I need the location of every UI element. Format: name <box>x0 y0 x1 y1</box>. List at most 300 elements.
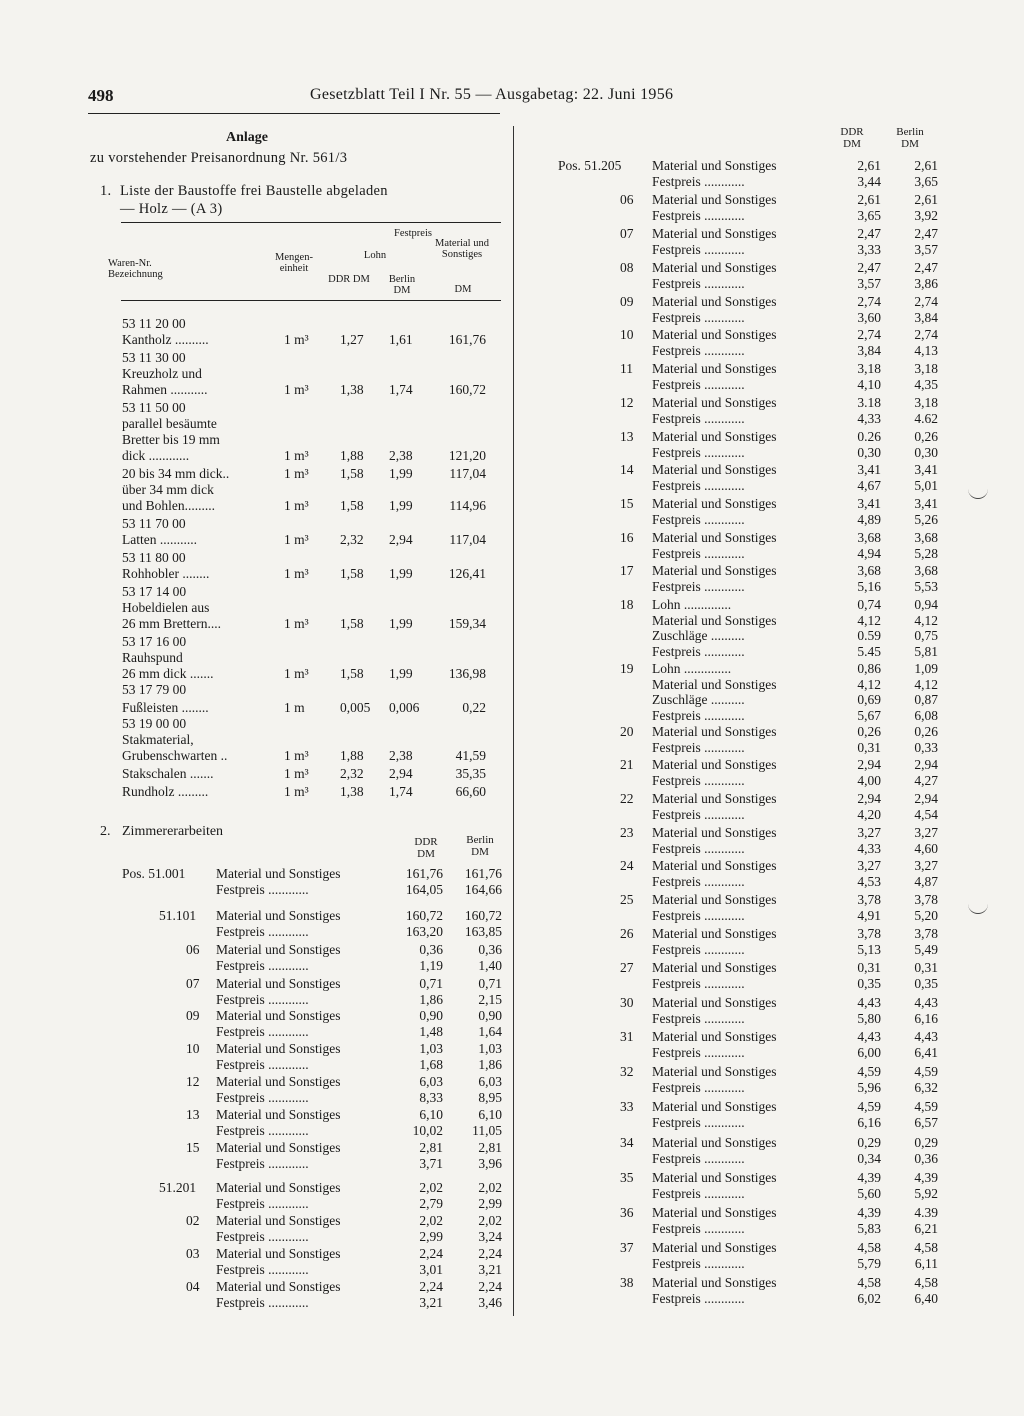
unit-cell: 1 m³ <box>284 532 309 547</box>
festpreis-ddr-value: 3,21 <box>419 1295 443 1310</box>
unit-cell: 1 m³ <box>284 332 309 347</box>
position-material-row <box>530 858 950 874</box>
position-festpreis-row <box>530 242 950 258</box>
position-festpreis-row <box>530 708 950 724</box>
lohn-ddr-cell: 1,58 <box>340 566 364 581</box>
item-text: Stakschalen ....... <box>122 766 214 781</box>
material-label: Material und Sonstiges <box>652 327 777 342</box>
lohn-ddr-cell: 1,27 <box>340 332 364 347</box>
festpreis-label: Festpreis ............ <box>652 772 745 788</box>
position-material-row <box>88 1074 508 1090</box>
position-number: 36 <box>620 1205 634 1220</box>
material-ddr-value: 3.18 <box>857 395 881 410</box>
material-label: Material und Sonstiges <box>652 825 777 840</box>
material-dm-cell: 161,76 <box>448 332 486 347</box>
material-ddr-value: 3,78 <box>857 892 881 907</box>
festpreis-ddr-value: 1,86 <box>419 992 443 1007</box>
material-berlin-value: 0,26 <box>914 724 938 739</box>
item-text: 53 11 20 00 <box>122 316 186 331</box>
table-row <box>88 432 508 448</box>
festpreis-berlin-value: 5,49 <box>914 941 938 957</box>
zuschlaege-label: Zuschläge .......... <box>652 628 745 643</box>
anlage-title: Anlage <box>226 130 268 145</box>
position-festpreis-row <box>88 1262 508 1278</box>
festpreis-ddr-value: 4,94 <box>857 545 881 561</box>
festpreis-ddr-value: 5,13 <box>857 941 881 957</box>
festpreis-berlin-value: 3,57 <box>914 241 938 257</box>
lohn-berlin-cell: 1,99 <box>389 566 413 581</box>
position-material-row <box>88 942 508 958</box>
position-material-row <box>530 395 950 411</box>
position-zuschlaege-row <box>530 692 950 708</box>
position-festpreis-row <box>530 976 950 992</box>
festpreis-label: Festpreis ............ <box>216 1090 309 1105</box>
material-ddr-value: 3,18 <box>857 361 881 376</box>
material-label: Material und Sonstiges <box>652 530 777 545</box>
festpreis-berlin-value: 0,36 <box>914 1150 938 1166</box>
table-row <box>88 784 508 800</box>
festpreis-berlin-value: 2,99 <box>478 1196 502 1211</box>
position-number: 04 <box>186 1279 200 1294</box>
table-row <box>88 400 508 416</box>
position-number: 17 <box>620 563 634 578</box>
festpreis-berlin-value: 3,24 <box>478 1229 502 1244</box>
festpreis-ddr-value: 0,35 <box>857 975 881 991</box>
material-ddr-value: 0,29 <box>857 1135 881 1150</box>
festpreis-berlin-value: 3,84 <box>914 309 938 325</box>
position-material-row <box>530 1275 950 1291</box>
festpreis-berlin-value: 6,11 <box>914 1255 938 1271</box>
festpreis-berlin-value: 4,35 <box>914 376 938 392</box>
material-label: Material und Sonstiges <box>652 724 777 739</box>
festpreis-berlin-value: 6,21 <box>914 1220 938 1236</box>
material-berlin-value: 0,71 <box>478 976 502 991</box>
table-row <box>88 584 508 600</box>
material-ddr-value: 3,78 <box>857 926 881 941</box>
lohn-berlin-cell: 2,94 <box>389 532 413 547</box>
material-ddr-value: 4,39 <box>857 1205 881 1220</box>
item-text: 20 bis 34 mm dick.. <box>122 466 230 481</box>
lohn-label: Lohn .............. <box>652 597 732 612</box>
material-label: Material und Sonstiges <box>216 1246 341 1261</box>
material-berlin-value: 2,02 <box>478 1180 502 1195</box>
position-number: 10 <box>186 1041 200 1056</box>
position-number: 10 <box>620 327 634 342</box>
festpreis-berlin-value: 4,13 <box>914 342 938 358</box>
material-ddr-value: 1,03 <box>419 1041 443 1056</box>
material-dm-cell: 114,96 <box>449 498 486 513</box>
festpreis-ddr-value: 10,02 <box>412 1123 443 1138</box>
lohn-ddr-cell: 1,58 <box>340 466 364 481</box>
festpreis-label: Festpreis ............ <box>652 1150 745 1166</box>
page-number: 498 <box>88 86 114 105</box>
material-berlin-value: 3,27 <box>914 825 938 840</box>
festpreis-berlin-value: 0,33 <box>914 739 938 755</box>
position-material-row <box>530 496 950 512</box>
position-material-row <box>530 1205 950 1221</box>
position-festpreis-row <box>530 478 950 494</box>
material-ddr-value: 0,90 <box>419 1008 443 1023</box>
position-festpreis-row <box>530 276 950 292</box>
item-text: 53 17 16 00 <box>122 634 187 649</box>
position-material-row <box>530 960 950 976</box>
material-berlin-value: 2,02 <box>478 1213 502 1228</box>
material-ddr-value: 4,43 <box>857 995 881 1010</box>
position-number: 20 <box>620 724 634 739</box>
festpreis-berlin-value: 2,15 <box>478 992 502 1007</box>
header-berlin-dm: Berlin DM <box>388 274 416 296</box>
lohn-berlin-cell: 1,99 <box>389 666 413 681</box>
position-festpreis-row <box>530 512 950 528</box>
material-berlin-value: 3,41 <box>914 496 938 511</box>
item-text: 53 11 30 00 <box>122 350 186 365</box>
unit-cell: 1 m³ <box>284 498 309 513</box>
position-festpreis-row <box>88 1229 508 1245</box>
material-ddr-value: 160,72 <box>405 908 443 923</box>
lohn-berlin-cell: 1,74 <box>389 784 413 799</box>
position-number: 12 <box>186 1074 200 1089</box>
position-material-row <box>530 926 950 942</box>
festpreis-label: Festpreis ............ <box>652 739 745 755</box>
lohn-ddr-value: 0,74 <box>857 597 881 612</box>
margin-mark <box>968 488 988 499</box>
table-row <box>88 416 508 432</box>
material-berlin-value: 6,10 <box>478 1107 502 1122</box>
material-ddr-value: 2,74 <box>857 327 881 342</box>
table-row <box>88 350 508 366</box>
anlage-subtitle: zu vorstehender Preisanordnung Nr. 561/3 <box>90 150 348 166</box>
festpreis-ddr-value: 4,10 <box>857 376 881 392</box>
material-ddr-value: 161,76 <box>405 866 443 881</box>
material-ddr-value: 3,41 <box>857 496 881 511</box>
position-number: 06 <box>186 942 200 957</box>
position-material-row <box>88 1008 508 1024</box>
lohn-berlin-cell: 1,61 <box>389 332 413 347</box>
festpreis-ddr-value: 3,71 <box>419 1156 443 1171</box>
lohn-ddr-cell: 1,58 <box>340 498 364 513</box>
position-number: 34 <box>620 1135 634 1150</box>
position-festpreis-row <box>530 908 950 924</box>
material-label: Material und Sonstiges <box>652 1240 777 1255</box>
material-label: Material und Sonstiges <box>216 1041 341 1056</box>
position-material-row <box>88 1246 508 1262</box>
material-label: Material und Sonstiges <box>652 1275 777 1290</box>
material-berlin-value: 4,43 <box>914 1029 938 1044</box>
lohn-berlin-cell: 1,99 <box>389 498 413 513</box>
position-material-row <box>530 677 950 693</box>
festpreis-label: Festpreis ............ <box>216 1057 309 1072</box>
position-festpreis-row <box>88 924 508 940</box>
material-berlin-value: 0,90 <box>478 1008 502 1023</box>
festpreis-label: Festpreis ............ <box>652 309 745 325</box>
position-number: 32 <box>620 1064 634 1079</box>
festpreis-ddr-value: 5,80 <box>857 1010 881 1026</box>
table-row <box>88 332 508 348</box>
festpreis-ddr-value: 4,00 <box>857 772 881 788</box>
position-material-row <box>530 791 950 807</box>
material-dm-cell: 160,72 <box>448 382 486 397</box>
lohn-ddr-cell: 2,32 <box>340 532 364 547</box>
table-row <box>88 666 508 682</box>
lohn-berlin-cell: 2,38 <box>389 448 413 463</box>
position-festpreis-row <box>88 1057 508 1073</box>
table-header-rule <box>121 300 501 301</box>
festpreis-berlin-value: 1,64 <box>478 1024 502 1039</box>
festpreis-ddr-value: 4,89 <box>857 511 881 527</box>
position-number: 12 <box>620 395 634 410</box>
position-festpreis-row <box>88 1295 508 1311</box>
material-label: Material und Sonstiges <box>652 1135 777 1150</box>
material-dm-cell: 126,41 <box>448 566 486 581</box>
position-festpreis-row <box>530 807 950 823</box>
item-text: Fußleisten ........ <box>122 700 209 715</box>
festpreis-ddr-value: 3,57 <box>857 275 881 291</box>
festpreis-ddr-value: 4,67 <box>857 477 881 493</box>
position-material-row <box>88 1213 508 1229</box>
section1-title-line2: — Holz — (A 3) <box>120 201 223 217</box>
festpreis-ddr-value: 4,91 <box>857 907 881 923</box>
festpreis-label: Festpreis ............ <box>652 1185 745 1201</box>
lohn-ddr-cell: 1,88 <box>340 448 364 463</box>
material-ddr-value: 4,12 <box>857 612 881 628</box>
position-number: 03 <box>186 1246 200 1261</box>
unit-cell: 1 m³ <box>284 784 309 799</box>
festpreis-label: Festpreis ............ <box>652 907 745 923</box>
unit-cell: 1 m³ <box>284 748 309 763</box>
material-berlin-value: 161,76 <box>464 866 502 881</box>
position-number: 38 <box>620 1275 634 1290</box>
festpreis-berlin-value: 163,85 <box>464 924 502 939</box>
position-festpreis-row <box>530 1045 950 1061</box>
position-material-row <box>530 158 950 174</box>
material-label: Material und Sonstiges <box>652 192 777 207</box>
table-top-rule <box>121 222 501 223</box>
material-berlin-value: 160,72 <box>464 908 502 923</box>
position-festpreis-row <box>88 1156 508 1172</box>
material-label: Material und Sonstiges <box>216 1140 341 1155</box>
lohn-berlin-cell: 1,99 <box>389 466 413 481</box>
section1-title-line1: Liste der Baustoffe frei Baustelle abgeladen <box>120 183 388 199</box>
material-berlin-value: 4,59 <box>914 1099 938 1114</box>
material-ddr-value: 3,68 <box>857 530 881 545</box>
material-ddr-value: 0,31 <box>857 960 881 975</box>
material-label: Material und Sonstiges <box>652 158 777 173</box>
position-festpreis-row <box>88 882 508 898</box>
material-label: Material und Sonstiges <box>652 1205 777 1220</box>
table-row <box>88 516 508 532</box>
lohn-berlin-value: 0,94 <box>914 597 938 612</box>
material-berlin-value: 2,94 <box>914 791 938 806</box>
header-material: Material und Sonstiges <box>435 238 489 260</box>
material-berlin-value: 2,47 <box>914 260 938 275</box>
festpreis-berlin-value: 5,26 <box>914 511 938 527</box>
festpreis-berlin-value: 3,46 <box>478 1295 502 1310</box>
festpreis-berlin-value: 5,28 <box>914 545 938 561</box>
lohn-ddr-cell: 1,88 <box>340 748 364 763</box>
festpreis-berlin-value: 6,57 <box>914 1114 938 1130</box>
festpreis-label: Festpreis ............ <box>216 992 309 1007</box>
material-berlin-value: 0,29 <box>914 1135 938 1150</box>
position-material-row <box>530 613 950 629</box>
position-material-row <box>88 908 508 924</box>
position-festpreis-row <box>88 1090 508 1106</box>
position-festpreis-row <box>530 1186 950 1202</box>
festpreis-label: Festpreis ............ <box>216 882 309 897</box>
position-material-row <box>530 361 950 377</box>
material-dm-cell: 41,59 <box>455 748 486 763</box>
table-row <box>88 716 508 732</box>
material-label: Material und Sonstiges <box>216 908 341 923</box>
unit-cell: 1 m <box>284 700 305 715</box>
position-material-row <box>530 294 950 310</box>
zuschlaege-berlin-value: 0,87 <box>914 692 938 707</box>
position-material-row <box>530 563 950 579</box>
unit-cell: 1 m³ <box>284 566 309 581</box>
festpreis-ddr-value: 3,65 <box>857 207 881 223</box>
position-material-row <box>88 1041 508 1057</box>
lohn-berlin-cell: 2,94 <box>389 766 413 781</box>
material-label: Material und Sonstiges <box>652 1099 777 1114</box>
unit-cell: 1 m³ <box>284 666 309 681</box>
material-dm-cell: 0,22 <box>462 700 486 715</box>
position-material-row <box>530 1029 950 1045</box>
festpreis-berlin-value: 4.62 <box>914 410 938 426</box>
material-ddr-value: 4,12 <box>857 676 881 692</box>
table-row <box>88 366 508 382</box>
unit-cell: 1 m³ <box>284 382 309 397</box>
item-text: Kreuzholz und <box>122 366 202 381</box>
material-dm-cell: 35,35 <box>455 766 486 781</box>
lohn-berlin-value: 1,09 <box>914 661 938 676</box>
material-ddr-value: 2,94 <box>857 791 881 806</box>
position-number: 24 <box>620 858 634 873</box>
material-berlin-value: 2,74 <box>914 294 938 309</box>
table-row <box>88 650 508 666</box>
table-row <box>88 498 508 514</box>
section2-header-ddr: DDR DM <box>414 836 438 860</box>
material-dm-cell: 121,20 <box>448 448 486 463</box>
table-row <box>88 382 508 398</box>
material-berlin-value: 2,61 <box>914 158 938 173</box>
section2-title-text: Zimmererarbeiten <box>122 824 224 839</box>
material-ddr-value: 0,36 <box>419 942 443 957</box>
material-label: Material und Sonstiges <box>652 1029 777 1044</box>
material-label: Material und Sonstiges <box>216 1279 341 1294</box>
position-number: 02 <box>186 1213 200 1228</box>
material-label: Material und Sonstiges <box>652 462 777 477</box>
material-label: Material und Sonstiges <box>652 791 777 806</box>
festpreis-ddr-value: 5,96 <box>857 1079 881 1095</box>
position-material-row <box>530 757 950 773</box>
festpreis-label: Festpreis ............ <box>652 1220 745 1236</box>
lohn-ddr-value: 0,86 <box>857 661 881 676</box>
unit-cell: 1 m³ <box>284 448 309 463</box>
festpreis-berlin-value: 5,20 <box>914 907 938 923</box>
material-berlin-value: 2,61 <box>914 192 938 207</box>
festpreis-ddr-value: 3,84 <box>857 342 881 358</box>
position-material-row <box>530 892 950 908</box>
festpreis-ddr-value: 1,68 <box>419 1057 443 1072</box>
festpreis-ddr-value: 6,16 <box>857 1114 881 1130</box>
item-text: Stakmaterial, <box>122 732 194 747</box>
material-dm-cell: 117,04 <box>449 532 486 547</box>
material-berlin-value: 4,12 <box>914 612 938 628</box>
position-number: 15 <box>186 1140 200 1155</box>
material-label: Material und Sonstiges <box>652 226 777 241</box>
festpreis-label: Festpreis ............ <box>216 1024 309 1039</box>
festpreis-berlin-value: 11,05 <box>472 1123 502 1138</box>
material-berlin-value: 2,81 <box>478 1140 502 1155</box>
festpreis-berlin-value: 4,27 <box>914 772 938 788</box>
festpreis-ddr-value: 1,19 <box>419 958 443 973</box>
table-row <box>88 700 508 716</box>
festpreis-berlin-value: 4,54 <box>914 806 938 822</box>
table-row <box>88 482 508 498</box>
position-festpreis-row <box>530 310 950 326</box>
position-festpreis-row <box>530 174 950 190</box>
table-row <box>88 316 508 332</box>
position-material-row <box>88 976 508 992</box>
position-festpreis-row <box>530 445 950 461</box>
header-dm: DM <box>454 284 472 295</box>
material-label: Material und Sonstiges <box>652 395 777 410</box>
position-material-row <box>88 1107 508 1123</box>
material-label: Material und Sonstiges <box>652 858 777 873</box>
material-label: Material und Sonstiges <box>652 995 777 1010</box>
material-ddr-value: 3,41 <box>857 462 881 477</box>
position-number: 07 <box>186 976 200 991</box>
item-text: 53 17 14 00 <box>122 584 187 599</box>
material-ddr-value: 4,43 <box>857 1029 881 1044</box>
position-material-row <box>88 1180 508 1196</box>
festpreis-label: Festpreis ............ <box>652 1114 745 1130</box>
festpreis-berlin-value: 3,21 <box>478 1262 502 1277</box>
position-material-row <box>530 327 950 343</box>
position-festpreis-row <box>530 1080 950 1096</box>
right-header-ddr: DDR DM <box>840 126 864 150</box>
festpreis-label: Festpreis ............ <box>652 1044 745 1060</box>
festpreis-ddr-value: 4,33 <box>857 840 881 856</box>
table-row <box>88 682 508 698</box>
table-row <box>88 448 508 464</box>
position-material-row <box>530 1240 950 1256</box>
header-ddr-dm: DDR DM <box>328 274 370 285</box>
material-berlin-value: 0,26 <box>914 429 938 444</box>
page-title: Gesetzblatt Teil I Nr. 55 — Ausgabetag: 22. Juni 1956 <box>310 86 674 103</box>
festpreis-ddr-value: 6,00 <box>857 1044 881 1060</box>
festpreis-berlin-value: 164,66 <box>464 882 502 897</box>
item-text: 53 19 00 00 <box>122 716 187 731</box>
festpreis-label: Festpreis ............ <box>652 545 745 561</box>
position-material-row <box>530 226 950 242</box>
festpreis-ddr-value: 0,34 <box>857 1150 881 1166</box>
material-berlin-value: 6,03 <box>478 1074 502 1089</box>
position-number: 13 <box>620 429 634 444</box>
item-text: dick ............ <box>122 448 190 463</box>
table-row <box>88 748 508 764</box>
festpreis-label: Festpreis ............ <box>216 1156 309 1171</box>
festpreis-label: Festpreis ............ <box>216 958 309 973</box>
position-festpreis-row <box>88 958 508 974</box>
material-berlin-value: 2,74 <box>914 327 938 342</box>
festpreis-ddr-value: 2,79 <box>419 1196 443 1211</box>
position-festpreis-row <box>530 411 950 427</box>
lohn-berlin-cell: 2,38 <box>389 748 413 763</box>
material-label: Material und Sonstiges <box>652 612 777 628</box>
festpreis-berlin-value: 4,60 <box>914 840 938 856</box>
position-festpreis-row <box>530 1256 950 1272</box>
festpreis-ddr-value: 164,05 <box>405 882 443 897</box>
